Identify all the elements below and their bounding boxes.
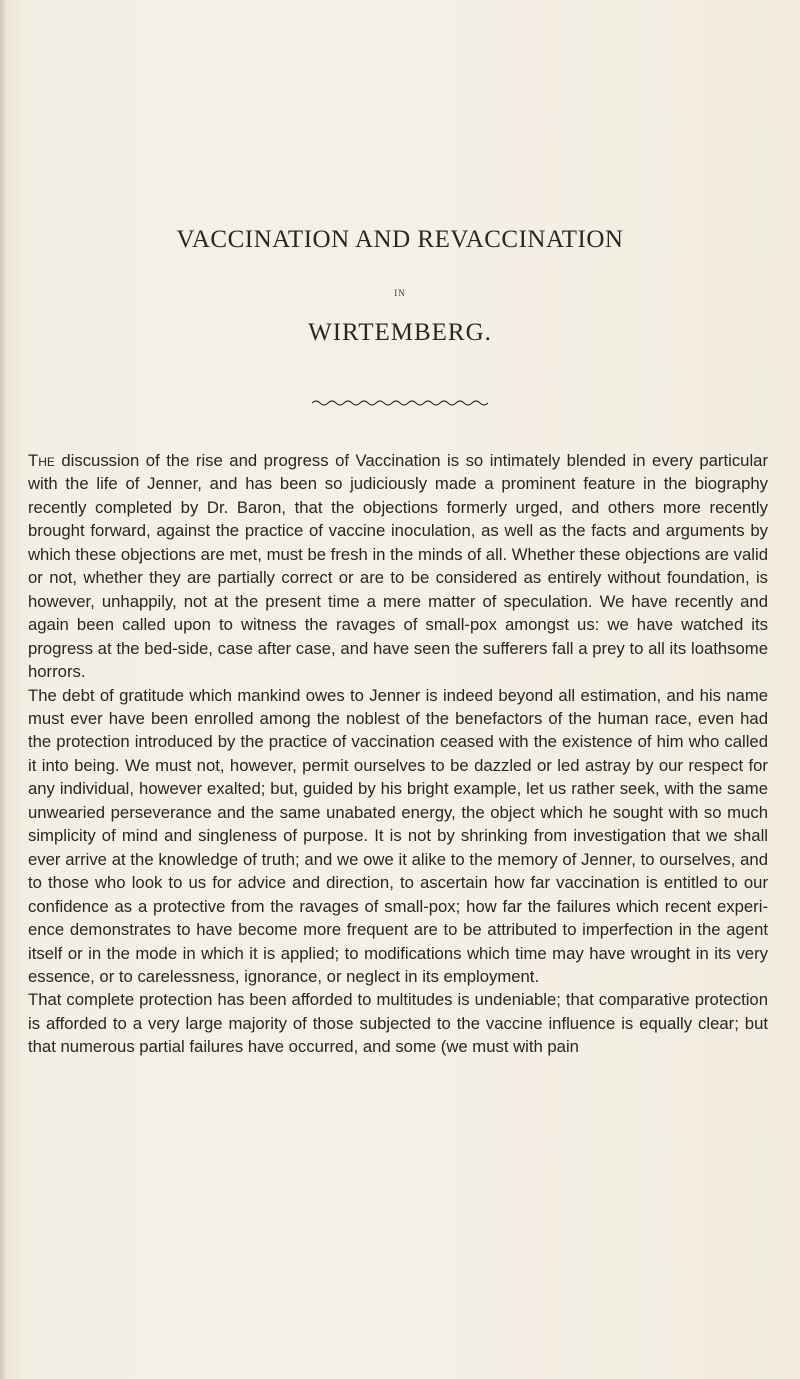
wavy-rule-ornament [312, 398, 488, 408]
paragraph-1 [28, 449, 768, 684]
page-gutter [0, 0, 6, 1379]
paragraph-text: That complete protection has been afforded to multitudes is undeniable; that comparative protection is afforded to a very large majority of those subjected to the vaccine influence is equally clear; but that numerous partial failures have occurred, and some (we must with pain [28, 990, 768, 1057]
body-text [28, 449, 768, 1059]
paragraph-text: discussion of the rise and progress of Vaccination is so intimately blended in every particular with the life of Jenner, and has been so judiciously made a prominent feature in the biography recently completed by Dr. Baron, that the objections formerly urged, and others more recently brought forward, against the practice of vaccine inoculation, as well as the facts and arguments by which these objections are met, must be fresh in the minds of all. Whether these objections are valid or not, whether they are partially correct or are to be considered as entirely without foundation, is however, unhappily, not at the present time a mere matter of speculation. We have recently and again been called upon to witness the ravages of small-pox amongst us: we have watched its progress at the bed-side, case after case, and have seen the sufferers fall a prey to all its loathsome horrors. [28, 451, 768, 682]
paragraph-text: The debt of gratitude which mankind owes to Jenner is indeed beyond all estimation, and his name must ever have been enrolled among the noblest of the benefactors of the human race, even had the protection introduced by the practice of vaccination ceased with the existence of him who called it into being. We must not, however, permit ourselves to be dazzled or led astray by our respect for any individual, however exalted; but, guided by his bright example, let us rather seek, with the same unwearied perseverance and the same unabated energy, the object which he sought with so much simplicity of mind and singleness of purpose. It is not by shrinking from investigation that we shall ever arrive at the knowledge of truth; and we owe it alike to the memory of Jenner, to ourselves, and to those who look to us for advice and direction, to ascertain how far vaccination is entitled to our confidence as a protective from the ravages of small-pox; how far the failures which recent experience demonstrates to have become more frequent are to be attributed to imperfection in the agent itself or in the mode in which it is applied; to modifications which time may have wrought in its very essence, or to carelessness, ignorance, or neglect in its employment. [28, 685, 768, 986]
title-connector: IN [394, 288, 406, 298]
paragraph-3 [28, 988, 768, 1058]
paragraph-lead: The [28, 451, 55, 470]
paragraph-2 [28, 684, 768, 989]
chapter-title: VACCINATION AND REVACCINATION [176, 226, 624, 253]
chapter-subtitle: WIRTEMBERG. [308, 319, 492, 346]
